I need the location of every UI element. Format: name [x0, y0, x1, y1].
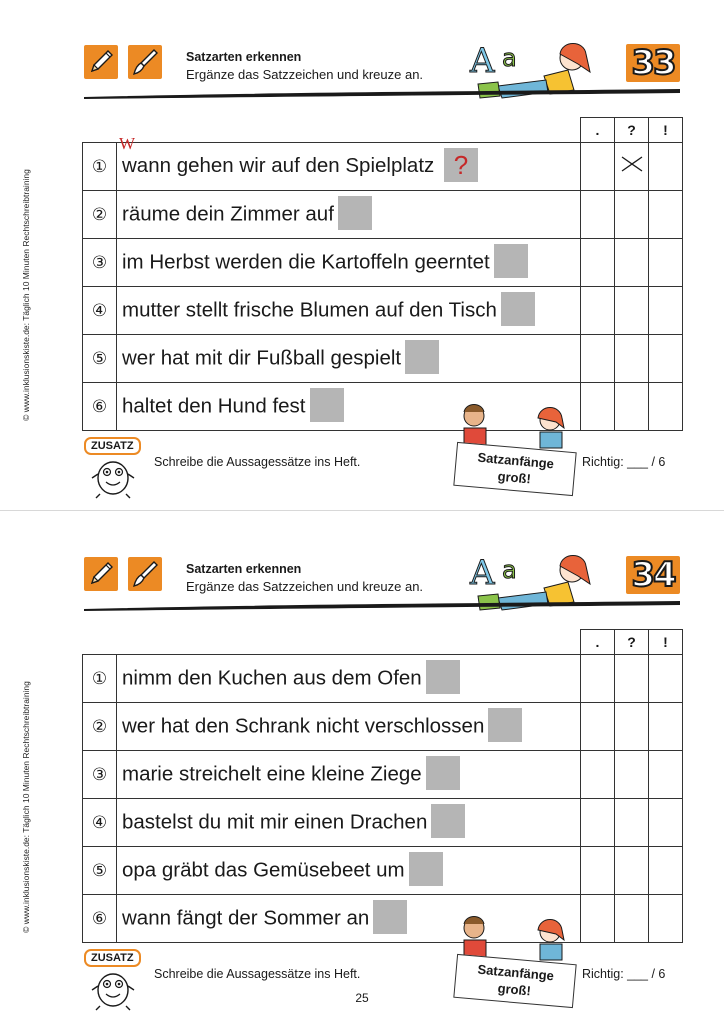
column-exclamation: !: [649, 118, 683, 143]
table-row: [83, 703, 683, 751]
checkbox-period[interactable]: [581, 895, 615, 943]
sentence-text: haltet den Hund fest: [122, 393, 306, 417]
checkbox-period[interactable]: [581, 239, 615, 287]
punctuation-answer-box[interactable]: [488, 708, 522, 742]
checkbox-period[interactable]: [581, 143, 615, 191]
checkbox-question[interactable]: [615, 655, 649, 703]
checkbox-period[interactable]: [581, 335, 615, 383]
checkbox-question[interactable]: [615, 383, 649, 431]
checkbox-exclamation[interactable]: [649, 191, 683, 239]
worksheet-card-33: [0, 0, 724, 510]
column-period: .: [581, 630, 615, 655]
checkbox-question[interactable]: [615, 799, 649, 847]
sentence-text: wer hat den Schrank nicht verschlossen: [122, 713, 485, 737]
card-divider: [0, 510, 724, 511]
score-field: Richtig: ___ / 6: [582, 455, 666, 469]
row-number: ①: [83, 143, 117, 191]
handwritten-correction: W: [119, 133, 136, 153]
table-row: [83, 335, 683, 383]
svg-text:a: a: [502, 556, 517, 584]
cross-mark-icon: [620, 155, 644, 173]
column-exclamation: !: [649, 630, 683, 655]
checkbox-question[interactable]: [615, 847, 649, 895]
tip-sign: Satzanfänge groß!: [453, 954, 576, 1008]
checkbox-question[interactable]: [615, 751, 649, 799]
column-question: ?: [615, 118, 649, 143]
checkbox-period[interactable]: [581, 287, 615, 335]
punctuation-answer-box[interactable]: [310, 388, 344, 422]
sentence-text: marie streichelt eine kleine Ziege: [122, 761, 422, 785]
row-number: ③: [83, 239, 117, 287]
table-row: [83, 191, 683, 239]
exercise-instruction: Ergänze das Satzzeichen und kreuze an.: [186, 67, 424, 82]
exercise-number-badge: 34: [626, 556, 680, 594]
checkbox-exclamation[interactable]: [649, 847, 683, 895]
checkbox-question[interactable]: [615, 191, 649, 239]
sentence-text: nimm den Kuchen aus dem Ofen: [122, 665, 422, 689]
sentence-text: mutter stellt frische Blumen auf den Tisch: [122, 297, 497, 321]
header-brush-line: [84, 599, 680, 613]
checkbox-question[interactable]: [615, 143, 649, 191]
svg-text:a: a: [502, 44, 517, 72]
exercise-title: Satzarten erkennen: [186, 50, 302, 64]
punctuation-answer-box[interactable]: [494, 244, 528, 278]
extra-task-text: Schreibe die Aussagessätze ins Heft.: [154, 967, 361, 981]
exercise-title: Satzarten erkennen: [186, 562, 302, 576]
row-number: ④: [83, 287, 117, 335]
score-field: Richtig: ___ / 6: [582, 967, 666, 981]
brush-icon: [128, 45, 162, 79]
table-row: [83, 751, 683, 799]
copyright-text: © www.inklusionskiste.de: Täglich 10 Minuten Rechtschreibtraining: [21, 681, 31, 933]
row-number: ⑤: [83, 335, 117, 383]
header-brush-line: [84, 87, 680, 101]
punctuation-answer-box[interactable]: [431, 804, 465, 838]
sentence-text: opa gräbt das Gemüsebeet um: [122, 857, 405, 881]
tip-sign: Satzanfänge groß!: [453, 442, 576, 496]
table-row: [83, 239, 683, 287]
checkbox-question[interactable]: [615, 239, 649, 287]
punctuation-answer-box[interactable]: [409, 852, 443, 886]
punctuation-answer-box[interactable]: [373, 900, 407, 934]
checkbox-question[interactable]: [615, 287, 649, 335]
svg-text:A: A: [470, 553, 495, 593]
row-number: ④: [83, 799, 117, 847]
checkbox-exclamation[interactable]: [649, 751, 683, 799]
column-period: .: [581, 118, 615, 143]
checkbox-exclamation[interactable]: [649, 335, 683, 383]
punctuation-answer-box[interactable]: [405, 340, 439, 374]
checkbox-exclamation[interactable]: [649, 239, 683, 287]
punctuation-answer-box[interactable]: [426, 660, 460, 694]
row-number: ⑥: [83, 383, 117, 431]
punctuation-answer-box[interactable]: [426, 756, 460, 790]
punctuation-answer-box[interactable]: ?: [444, 148, 478, 182]
monster-mascot-icon: [90, 452, 136, 500]
checkbox-exclamation[interactable]: [649, 143, 683, 191]
checkbox-period[interactable]: [581, 751, 615, 799]
table-row: [83, 287, 683, 335]
row-number: ③: [83, 751, 117, 799]
checkbox-period[interactable]: [581, 383, 615, 431]
checkbox-question[interactable]: [615, 703, 649, 751]
table-row: [83, 383, 683, 431]
checkbox-exclamation[interactable]: [649, 703, 683, 751]
copyright-text: © www.inklusionskiste.de: Täglich 10 Minuten Rechtschreibtraining: [21, 169, 31, 421]
checkbox-period[interactable]: [581, 703, 615, 751]
brush-icon: [128, 557, 162, 591]
sentence-text: bastelst du mit mir einen Drachen: [122, 809, 428, 833]
table-row: [83, 895, 683, 943]
table-row: [83, 799, 683, 847]
zusatz-label: ZUSATZ: [84, 437, 141, 455]
checkbox-question[interactable]: [615, 895, 649, 943]
punctuation-answer-box[interactable]: [501, 292, 535, 326]
exercise-instruction: Ergänze das Satzzeichen und kreuze an.: [186, 579, 424, 594]
sentence-table: [82, 117, 683, 431]
row-number: ⑤: [83, 847, 117, 895]
sentence-text: wer hat mit dir Fußball gespielt: [122, 345, 402, 369]
checkbox-period[interactable]: [581, 191, 615, 239]
zusatz-label: ZUSATZ: [84, 949, 141, 967]
worksheet-card-34: [0, 512, 724, 1022]
page-number: 25: [355, 991, 369, 1005]
table-row: [83, 847, 683, 895]
checkbox-exclamation[interactable]: [649, 655, 683, 703]
table-row: [83, 143, 683, 191]
row-number: ②: [83, 191, 117, 239]
sentence-text: räume dein Zimmer auf: [122, 201, 334, 225]
pencil-icon: [84, 45, 118, 79]
svg-text:A: A: [470, 41, 495, 81]
punctuation-answer-box[interactable]: [338, 196, 372, 230]
sentence-text: wann gehen wir auf den Spielplatz: [122, 153, 435, 177]
checkbox-period[interactable]: [581, 655, 615, 703]
extra-task-text: Schreibe die Aussagessätze ins Heft.: [154, 455, 361, 469]
checkbox-exclamation[interactable]: [649, 799, 683, 847]
pencil-icon: [84, 557, 118, 591]
checkbox-exclamation[interactable]: [649, 383, 683, 431]
checkbox-question[interactable]: [615, 335, 649, 383]
sentence-text: im Herbst werden die Kartoffeln geerntet: [122, 249, 490, 273]
checkbox-period[interactable]: [581, 847, 615, 895]
checkbox-exclamation[interactable]: [649, 895, 683, 943]
sentence-table: [82, 629, 683, 943]
table-row: [83, 655, 683, 703]
column-question: ?: [615, 630, 649, 655]
row-number: ②: [83, 703, 117, 751]
exercise-number-badge: 33: [626, 44, 680, 82]
sentence-text: wann fängt der Sommer an: [122, 905, 370, 929]
checkbox-period[interactable]: [581, 799, 615, 847]
row-number: ⑥: [83, 895, 117, 943]
row-number: ①: [83, 655, 117, 703]
checkbox-exclamation[interactable]: [649, 287, 683, 335]
